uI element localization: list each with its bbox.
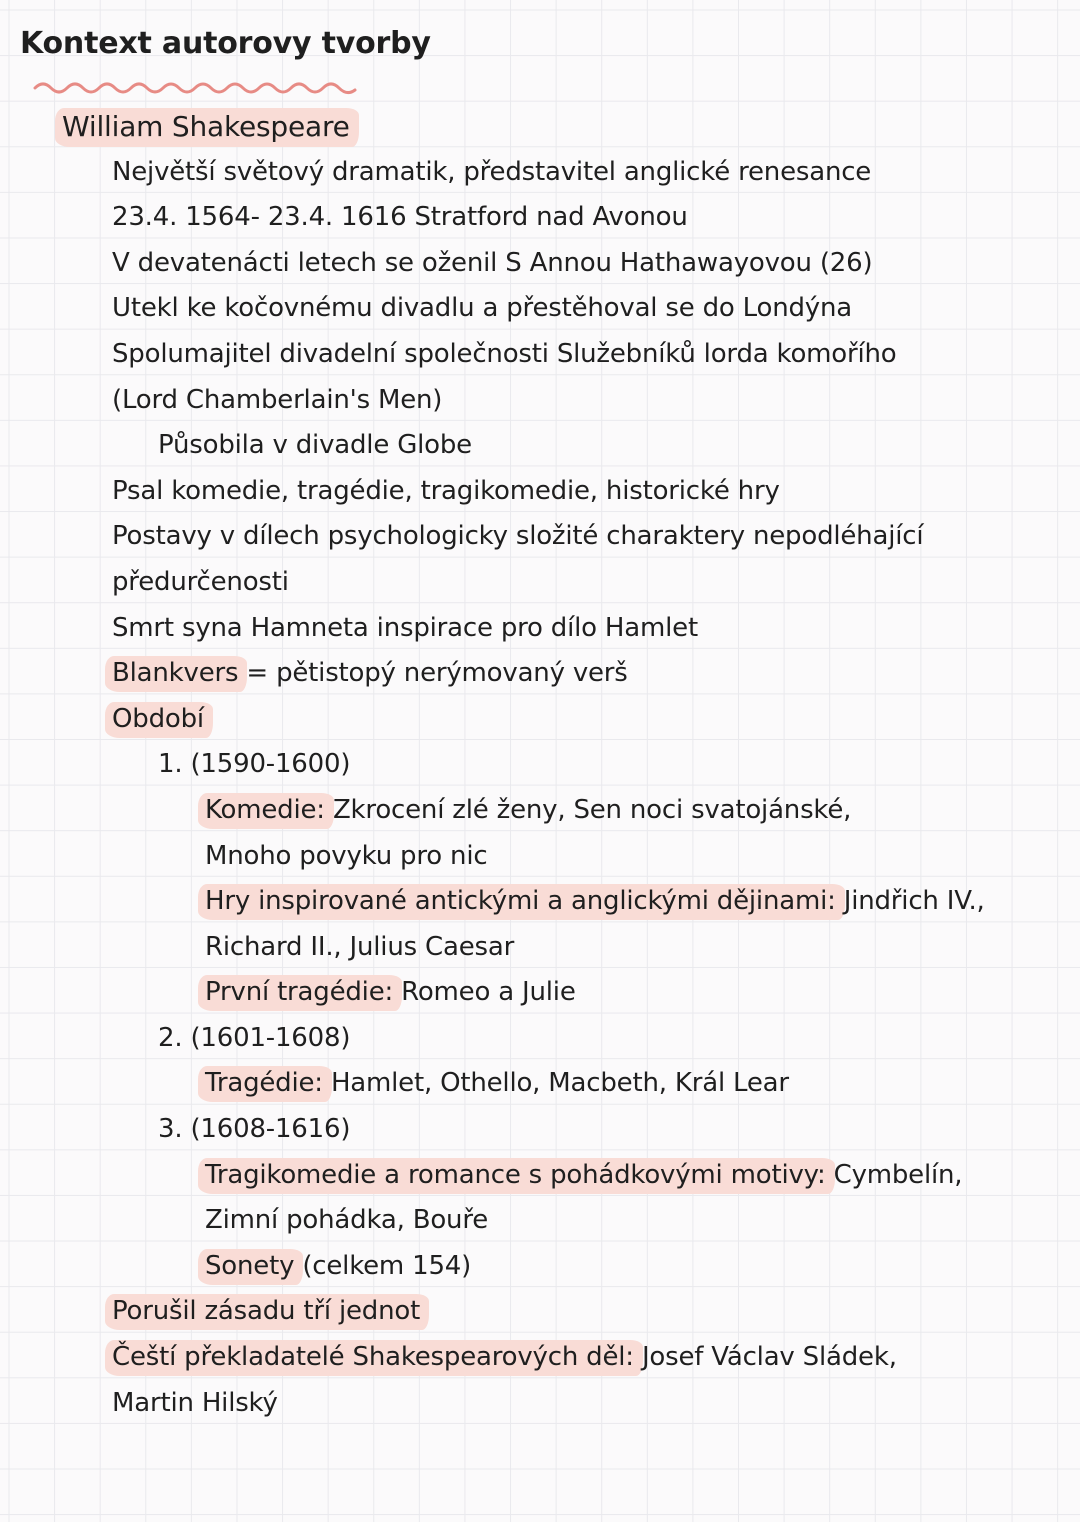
note-text: Romeo a Julie	[393, 977, 576, 1008]
highlighted-text: Sonety	[198, 1249, 303, 1285]
note-text: Josef Václav Sládek,	[633, 1342, 897, 1373]
note-line	[0, 879, 1080, 925]
note-line	[0, 560, 1080, 606]
highlighted-text: Čeští překladatelé Shakespearových děl:	[105, 1340, 643, 1376]
note-text: 23.4. 1564- 23.4. 1616 Stratford nad Avonou	[112, 202, 688, 233]
page-title: Kontext autorovy tvorby	[20, 26, 431, 61]
note-text: Richard II., Julius Caesar	[205, 931, 515, 962]
note-line	[0, 606, 1080, 652]
note-text: Zkrocení zlé ženy, Sen noci svatojánské,	[324, 794, 852, 825]
note-line	[0, 1016, 1080, 1062]
note-text: Mnoho povyku pro nic	[205, 840, 488, 871]
note-text: Cymbelín,	[825, 1159, 963, 1190]
note-line	[0, 104, 1080, 150]
note-line	[0, 469, 1080, 515]
note-text: Martin Hilský	[112, 1387, 278, 1418]
note-text: 2. (1601-1608)	[158, 1022, 351, 1053]
note-line	[0, 1244, 1080, 1290]
note-line	[0, 195, 1080, 241]
note-text: Zimní pohádka, Bouře	[205, 1205, 489, 1236]
note-line	[0, 1335, 1080, 1381]
note-line	[0, 332, 1080, 378]
note-line	[0, 1381, 1080, 1427]
note-line	[0, 150, 1080, 196]
note-line	[0, 241, 1080, 287]
note-line	[0, 1153, 1080, 1199]
note-line	[0, 970, 1080, 1016]
highlighted-text: Hry inspirované antickými a anglickými dějinami:	[198, 884, 845, 920]
wavy-underline-icon	[33, 78, 361, 96]
note-text: Hamlet, Othello, Macbeth, Král Lear	[322, 1068, 789, 1099]
note-line	[0, 423, 1080, 469]
highlighted-text: Tragédie:	[198, 1066, 332, 1102]
note-text: Působila v divadle Globe	[158, 430, 472, 461]
note-line	[0, 697, 1080, 743]
note-text: Postavy v dílech psychologicky složité charaktery nepodléhající	[112, 521, 924, 552]
note-line	[0, 834, 1080, 880]
note-line	[0, 1289, 1080, 1335]
note-line	[0, 742, 1080, 788]
highlighted-text: Porušil zásadu tří jednot	[105, 1294, 429, 1330]
note-text: Utekl ke kočovnému divadlu a přestěhoval se do Londýna	[112, 293, 852, 324]
note-text: Největší světový dramatik, představitel anglické renesance	[112, 156, 872, 187]
note-line	[0, 1198, 1080, 1244]
highlighted-text: Období	[105, 702, 213, 738]
notes-body	[0, 104, 1080, 1426]
note-text: Spolumajitel divadelní společnosti Služebníků lorda komořího	[112, 338, 897, 369]
highlighted-text: Tragikomedie a romance s pohádkovými motivy:	[198, 1158, 835, 1194]
note-line	[0, 1107, 1080, 1153]
note-text: Psal komedie, tragédie, tragikomedie, historické hry	[112, 475, 780, 506]
note-line	[0, 788, 1080, 834]
note-text: (celkem 154)	[294, 1250, 472, 1281]
note-line	[0, 925, 1080, 971]
note-line	[0, 378, 1080, 424]
note-text: 3. (1608-1616)	[158, 1114, 351, 1145]
note-line	[0, 651, 1080, 697]
note-text: V devatenácti letech se oženil S Annou Hathawayovou (26)	[112, 247, 873, 278]
note-text: předurčenosti	[112, 566, 289, 597]
note-line	[0, 514, 1080, 560]
note-text: Smrt syna Hamneta inspirace pro dílo Hamlet	[112, 612, 698, 643]
highlighted-text: Komedie:	[198, 793, 334, 829]
note-text: Jindřich IV.,	[835, 886, 985, 917]
note-text: 1. (1590-1600)	[158, 749, 351, 780]
note-text: = pětistopý nerýmovaný verš	[238, 658, 628, 689]
note-line	[0, 1061, 1080, 1107]
highlighted-text: Blankvers	[105, 656, 247, 692]
note-text: (Lord Chamberlain's Men)	[112, 384, 443, 415]
highlighted-text: První tragédie:	[198, 975, 402, 1011]
highlighted-text: William Shakespeare	[55, 108, 359, 147]
note-line	[0, 286, 1080, 332]
